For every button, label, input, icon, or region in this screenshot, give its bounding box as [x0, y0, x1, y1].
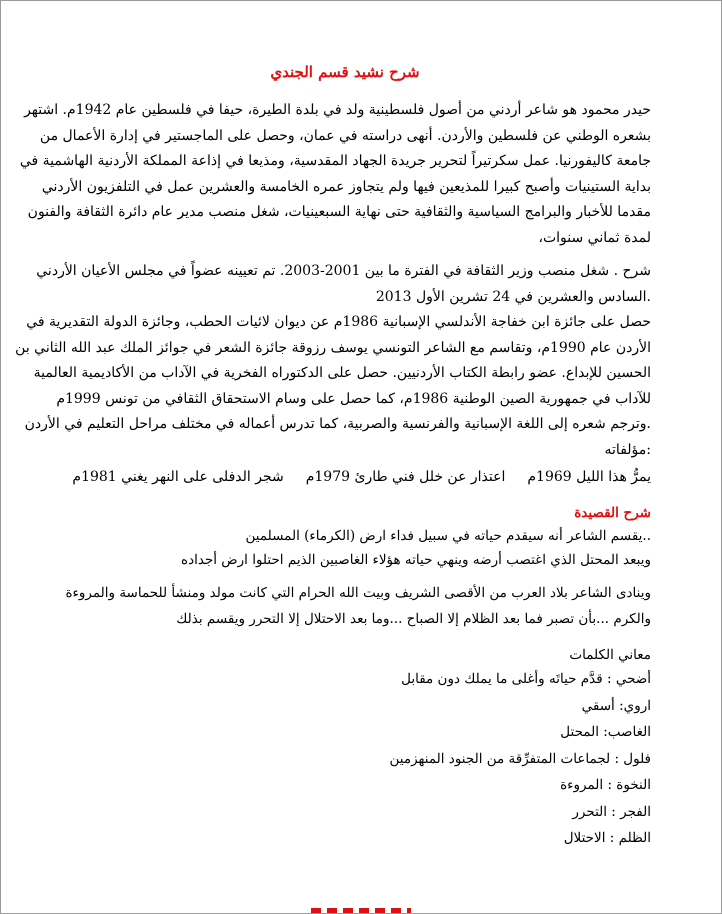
- works-heading: :مؤلفاته: [604, 441, 651, 458]
- poem-section-heading: شرح القصيدة: [574, 505, 651, 521]
- next-heading-cutoff: [311, 908, 411, 914]
- bio-line: مقدما للأخبار والبرامج السياسية والثقافية حتى نهاية السبعينيات، شغل منصب مدير عام دائرة الثقافة والفنون: [27, 204, 651, 220]
- poem-line: والكرم ...بأن تصبر فما بعد الظلام إلا الصباح ...وما بعد الاحتلال إلا التحرر ويقسم بذلك: [176, 611, 651, 627]
- bio-line: جامعة كاليفورنيا. عمل سكرتيراً لتحرير جريدة الجهاد المقدسية، ومذيعا في إذاعة المملكة الأردنية الهاشمية في: [19, 153, 651, 169]
- bio-paragraph: [19, 98, 651, 251]
- awards-paragraph: [15, 310, 651, 463]
- vocab-item: فلول : لجماعات المتفرِّقة من الجنود المنهزمين: [389, 750, 651, 767]
- works-list: [39, 463, 651, 491]
- vocab-item: الغاصب: المحتل: [560, 724, 651, 740]
- bio-line: حيدر محمود هو شاعر أردني من أصول فلسطينية ولد في بلدة الطيرة، حيفا في فلسطين عام 1942م. اشتهر: [24, 102, 651, 118]
- vocab-item: النخوة : المروءة: [560, 777, 651, 793]
- awards-line: الأردن عام 1990م، وتقاسم مع الشاعر التونسي يوسف رزوقة جائزة الشعر في جوائز الملك عبد الله الثاني بن: [15, 339, 651, 356]
- bio-line: بشعره الوطني عن فلسطين والأردن. أنهى دراسته في عمان، وحصل على الماجستير في إدارة الأعمال من: [39, 127, 651, 144]
- minister-paragraph: [36, 259, 651, 310]
- awards-line: الحسين للإبداع. عضو رابطة الكتاب الأردنيين. حصل على الدكتوراه الفخرية في الآداب من الأكاديمية العالمية: [33, 365, 651, 381]
- vocab-list: [39, 666, 651, 852]
- vocab-heading: معاني الكلمات: [569, 647, 651, 663]
- vocab-item: أضحي : قدَّم حياتَه وأغلى ما يملك دون مقابل: [401, 671, 651, 687]
- vocab-item: اروي: أسقي: [581, 697, 651, 714]
- page-title: شرح نشيد قسم الجندي: [270, 63, 420, 81]
- works-item: اعتذار عن خلل فني طارئ 1979م: [305, 469, 506, 485]
- vocab-item: الفجر : التحرر: [572, 803, 651, 820]
- document-body: [15, 63, 651, 852]
- poem-line: ..يقسم الشاعر أنه سيقدم حياته في سبيل فداء ارض (الكرماء) المسلمين: [245, 528, 651, 544]
- bio-line: بداية الستينيات وأصبح كبيرا للمذيعين فيها ولم يتجاوز عمره الخامسة والعشرين عمل في التلفزيون الأردني: [41, 178, 651, 195]
- works-item: يمرُّ هذا الليل 1969م: [527, 469, 651, 485]
- awards-line: للآداب في جمهورية الصين الوطنية 1986م، كما حصل على وسام الاستحقاق الثقافي من تونس 1999م: [56, 390, 651, 407]
- minister-line: شرح . شغل منصب وزير الثقافة في الفترة ما بين 2001-2003. تم تعيينه عضواً في مجلس الأعيان الأردني: [36, 263, 651, 279]
- minister-line: .السادس والعشرين في 24 تشرين الأول 2013: [375, 288, 651, 305]
- works-item: شجر الدفلى على النهر يغني 1981م: [72, 469, 284, 485]
- poem-line: وينادى الشاعر بلاد العرب من الأقصى الشريف وبيت الله الحرام التي كانت مولد ومنشأ للحماسة والمروءة: [65, 585, 651, 601]
- awards-line: حصل على جائزة ابن خفاجة الأندلسي الإسبانية 1986م عن ديوان لائيات الحطب، وجائزة الدولة التقديرية في: [26, 314, 651, 330]
- awards-line: .وترجم شعره إلى اللغة الإسبانية والفرنسية والصربية، كما تدرس أعماله في مختلف مراحل التعليم في الأردن: [24, 416, 651, 432]
- poem-line: ويبعد المحتل الذي اغتصب أرضه وينهي حياته هؤلاء الغاصبين الذيم احتلوا ارض أجداده: [181, 551, 651, 568]
- poem-explanation: [39, 525, 651, 572]
- vocab-item: الظلم : الاحتلال: [563, 830, 651, 846]
- poem-explanation-2: [39, 580, 651, 632]
- bio-line: لمدة ثماني سنوات،: [538, 229, 651, 246]
